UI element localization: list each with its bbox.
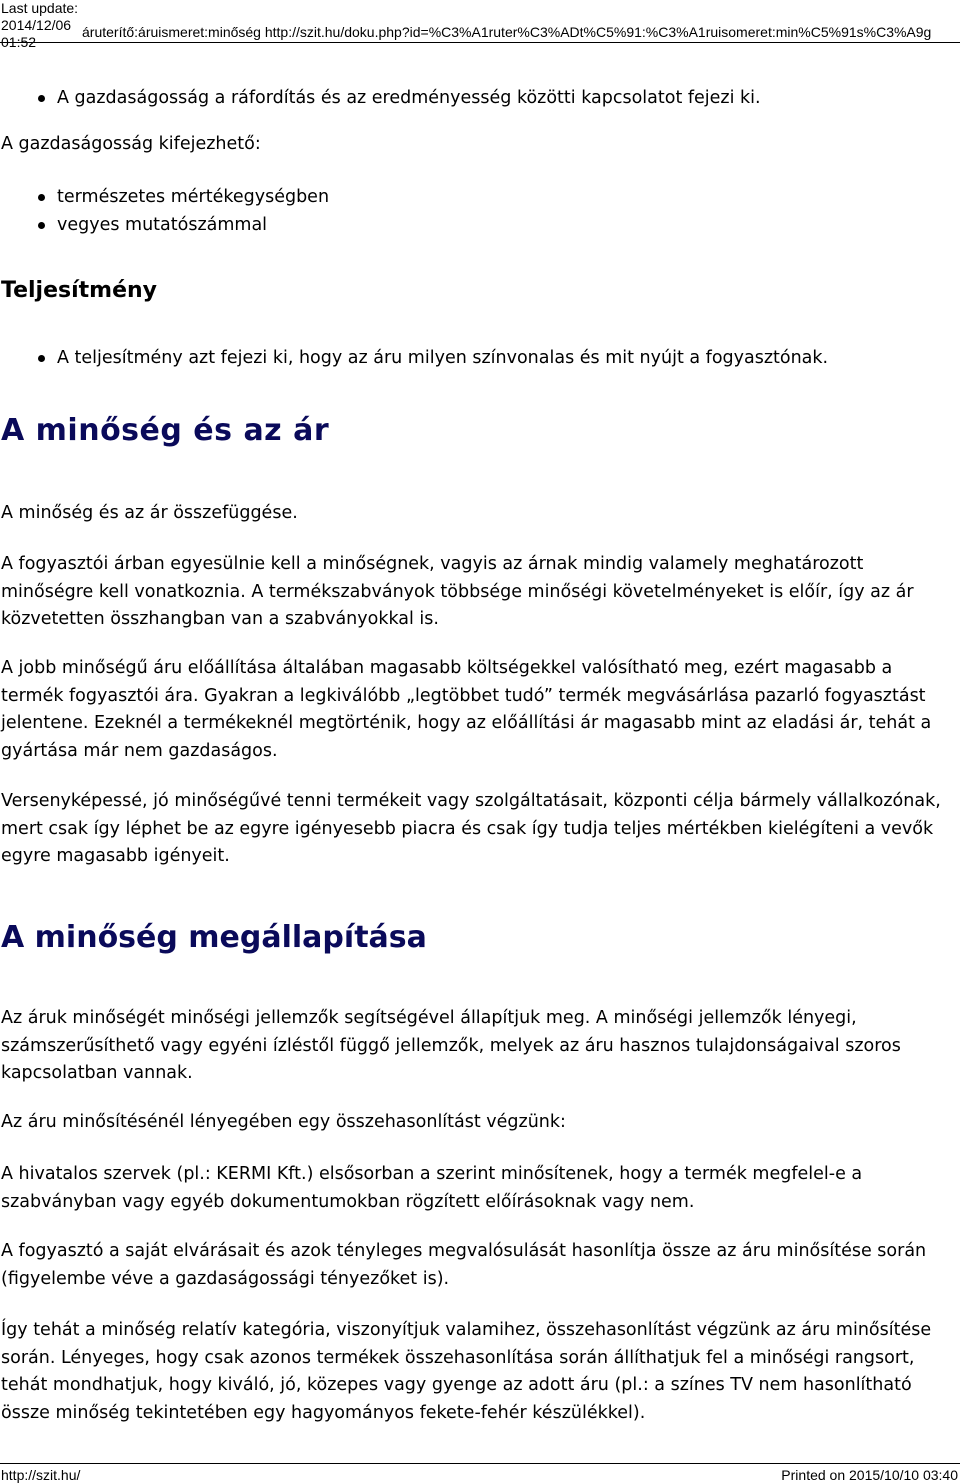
last-update-label: Last update: [1, 0, 79, 16]
teljesitmeny-list [1, 344, 828, 372]
paragraph: A fogyasztó a saját elvárásait és azok tényleges megvalósulását hasonlítja össze az áru minősítése során (figyelembe véve a gazdaságossági tényezőket is). [1, 1241, 927, 1289]
section-title-minoseg-megallapitasa: A minőség megállapítása [1, 920, 427, 955]
footer-site-link[interactable]: http://szit.hu/ [1, 1467, 81, 1483]
last-update [1, 0, 81, 51]
paragraph: Az áru minősítésénél lényegében egy összehasonlítást végzünk: [1, 1112, 566, 1132]
page-path[interactable]: áruterítő:áruismeret:minőség http://szit.hu/doku.php?id=%C3%A1ruter%C3%ADt%C5%91:%C3%A1ruisomeret:min%C5%91s%C3%A9g [82, 24, 932, 40]
page-header [0, 0, 960, 50]
last-update-date: 2014/12/06 01:52 [1, 17, 72, 50]
bullet-icon [38, 95, 45, 102]
paragraph: A minőség és az ár összefüggése. [1, 503, 298, 523]
paragraph: A hivatalos szervek (pl.: KERMI Kft.) elsősorban a szerint minősítenek, hogy a termék megfelel-e a szabványban vagy egyéb dokumentumokban rögzített előírásoknak vagy nem. [1, 1164, 863, 1212]
list-item: vegyes mutatószámmal [1, 211, 329, 239]
paragraph: Az áruk minőségét minőségi jellemzők segítségével állapítjuk meg. A minőségi jellemzők lényegi, számszerűsíthető vagy egyéni ízléstől függő jellemzők, melyek az áru hasznos tulajdonságaival szoros kapcsolatban vannak. [1, 1008, 901, 1083]
paragraph: Így tehát a minőség relatív kategória, viszonyítjuk valamihez, összehasonlítást végzünk az áru minősítése során. Lényeges, hogy csak azonos termékek összehasonlítása során állíthatjuk fel a minőségi rangsort, tehát mondhatjuk, hogy kiváló, jó, közepes vagy gyenge az adott áru (pl.: a színes TV nem hasonlítható össze minőség tekintetében egy hagyományos fekete-fehér készülékkel). [1, 1320, 932, 1423]
bullet-icon [38, 194, 45, 201]
gazdasagossag-kifejezes-list [1, 183, 329, 239]
bullet-icon [38, 355, 45, 362]
paragraph: Versenyképessé, jó minőségűvé tenni termékeit vagy szolgáltatásait, központi célja bármely vállalkozónak, mert csak így léphet be az egyre igényesebb piacra és csak így tudja teljes mértékben kielégíteni a vevők egyre magasabb igényeit. [1, 791, 941, 866]
paragraph: A jobb minőségű áru előállítása általában magasabb költségekkel valósítható meg, ezért magasabb a termék fogyasztói ára. Gyakran a legkiválóbb „legtöbbet tudó” termék megvásárlása pazarló fogyasztást jelentene. Ezeknél a termékeknél megtörténik, hogy az előállítási ár magasabb mint az eladási ár, tehát a gyártása már nem gazdaságos. [1, 658, 932, 761]
list-item: A teljesítmény azt fejezi ki, hogy az áru milyen színvonalas és mit nyújt a fogyasztónak. [1, 344, 828, 372]
footer-printed-date: Printed on 2015/10/10 03:40 [781, 1467, 958, 1483]
paragraph: A fogyasztói árban egyesülnie kell a minőségnek, vagyis az árnak mindig valamely meghatározott minőségre kell vonatkoznia. A termékszabványok többsége minőségi követelményeket is előír, így az ár közvetetten összhangban van a szabványokkal is. [1, 554, 914, 629]
list-item: természetes mértékegységben [1, 183, 329, 211]
page-footer [0, 1463, 960, 1484]
section-title-teljesitmeny: Teljesítmény [1, 278, 158, 303]
list-item: A gazdaságosság a ráfordítás és az eredményesség közötti kapcsolatot fejezi ki. [1, 84, 761, 112]
section-title-minoseg-ar: A minőség és az ár [1, 413, 330, 448]
paragraph: A gazdaságosság kifejezhető: [1, 134, 261, 154]
gazdasagossag-bullet-list [1, 84, 761, 112]
bullet-icon [38, 222, 45, 229]
